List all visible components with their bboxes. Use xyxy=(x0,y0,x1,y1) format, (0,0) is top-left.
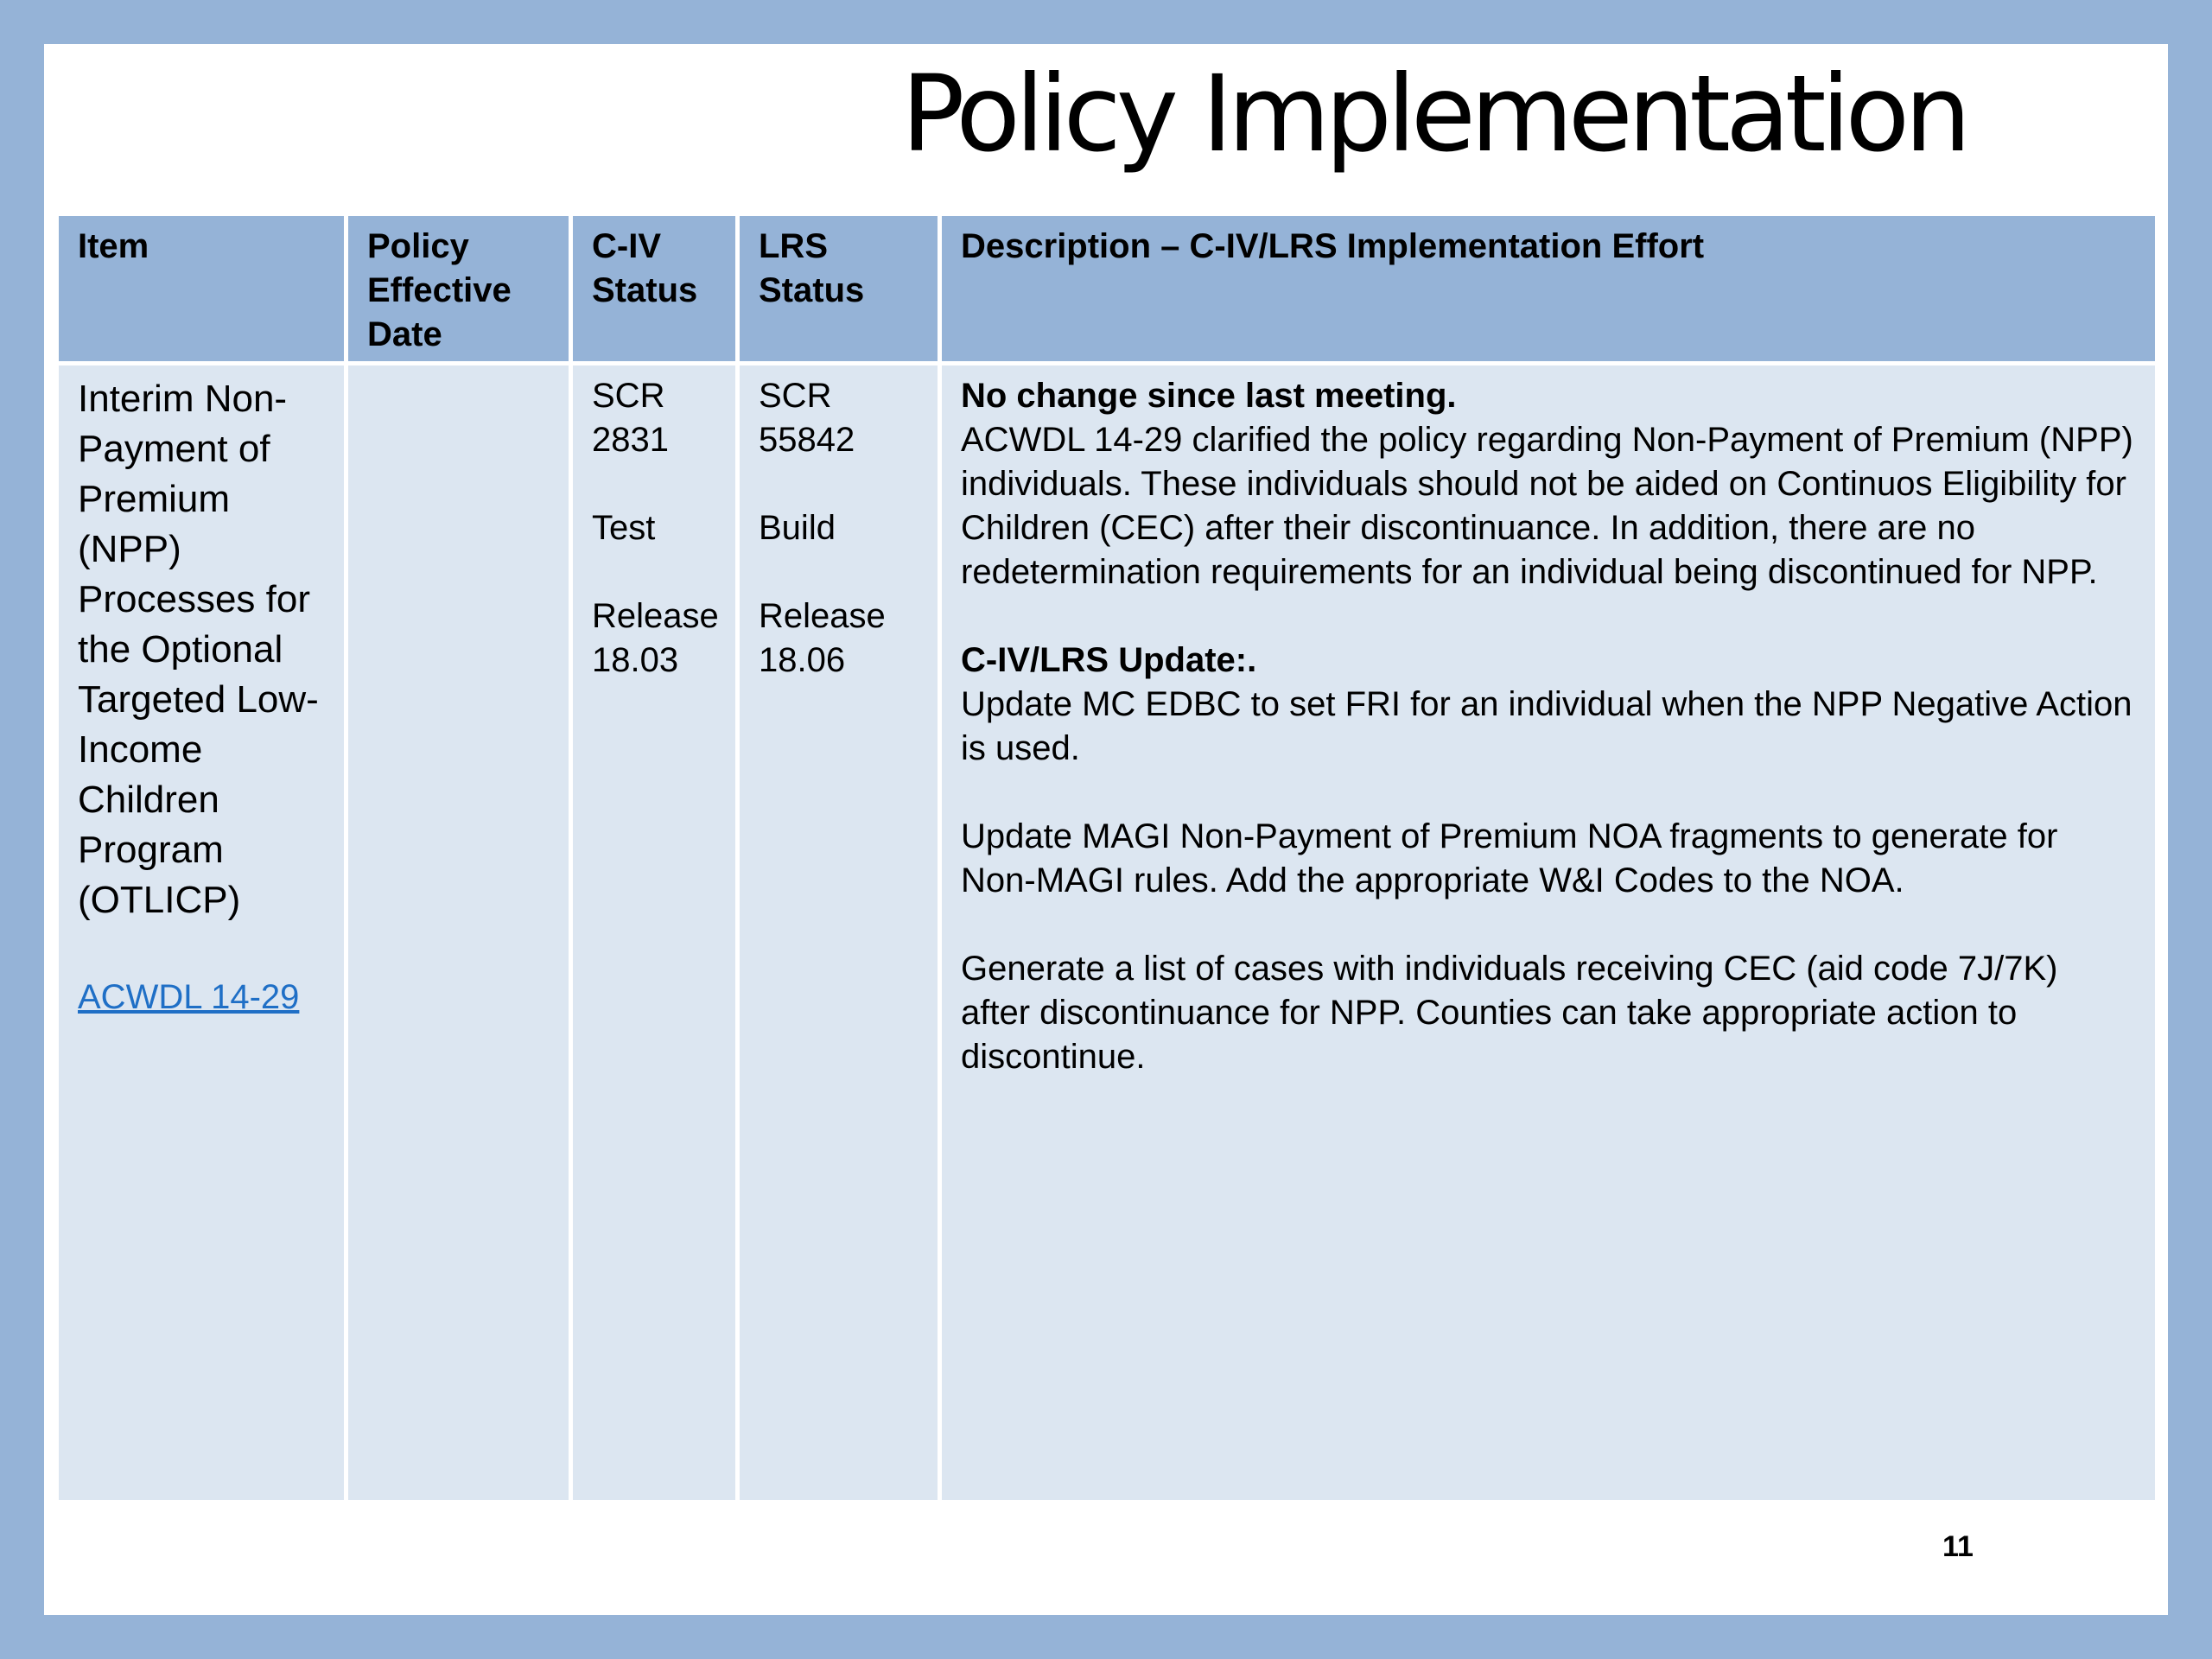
description-cell xyxy=(940,364,2158,1503)
header-lrs-status: LRS Status xyxy=(738,214,940,364)
policy-summary: ACWDL 14-29 clarified the policy regarding Non-Payment of Premium (NPP) individuals. These individuals should not be aided on Continuos Eligibility for Children (CEC) after their discontinuance. In addition, there are no redetermination requirements for an individual being discontinued for NPP. xyxy=(961,421,2133,591)
lrs-status-cell xyxy=(738,364,940,1503)
lrs-phase: Build xyxy=(759,509,836,547)
civ-scr: SCR 2831 xyxy=(592,377,669,459)
status-heading: No change since last meeting. xyxy=(961,377,1457,415)
header-description: Description – C-IV/LRS Implementation Effort xyxy=(940,214,2158,364)
header-civ-status: C-IV Status xyxy=(571,214,738,364)
item-cell xyxy=(57,364,346,1503)
acwdl-link[interactable]: ACWDL 14-29 xyxy=(78,978,300,1016)
item-text: Interim Non-Payment of Premium (NPP) Processes for the Optional Targeted Low-Income Children Program (OTLICP) xyxy=(78,378,319,921)
table-header-row xyxy=(57,214,2158,364)
page-title: Policy Implementation xyxy=(901,53,1967,175)
header-policy-date: Policy Effective Date xyxy=(346,214,571,364)
civ-release: Release 18.03 xyxy=(592,597,719,679)
policy-table xyxy=(54,212,2159,1504)
policy-date-cell xyxy=(346,364,571,1503)
update-item-1: Update MC EDBC to set FRI for an individual when the NPP Negative Action is used. xyxy=(961,685,2133,767)
lrs-scr: SCR 55842 xyxy=(759,377,855,459)
update-item-3: Generate a list of cases with individuals receiving CEC (aid code 7J/7K) after discontinuance for NPP. Counties can take appropriate action to discontinue. xyxy=(961,950,2058,1076)
header-item: Item xyxy=(57,214,346,364)
page-number: 11 xyxy=(1942,1530,1974,1563)
lrs-release: Release 18.06 xyxy=(759,597,886,679)
civ-status-cell xyxy=(571,364,738,1503)
update-item-2: Update MAGI Non-Payment of Premium NOA fragments to generate for Non-MAGI rules. Add the appropriate W&I Codes to the NOA. xyxy=(961,817,2058,899)
update-heading: C-IV/LRS Update:. xyxy=(961,641,1257,679)
slide xyxy=(44,44,2168,1615)
table-row xyxy=(57,364,2158,1503)
civ-phase: Test xyxy=(592,509,656,547)
